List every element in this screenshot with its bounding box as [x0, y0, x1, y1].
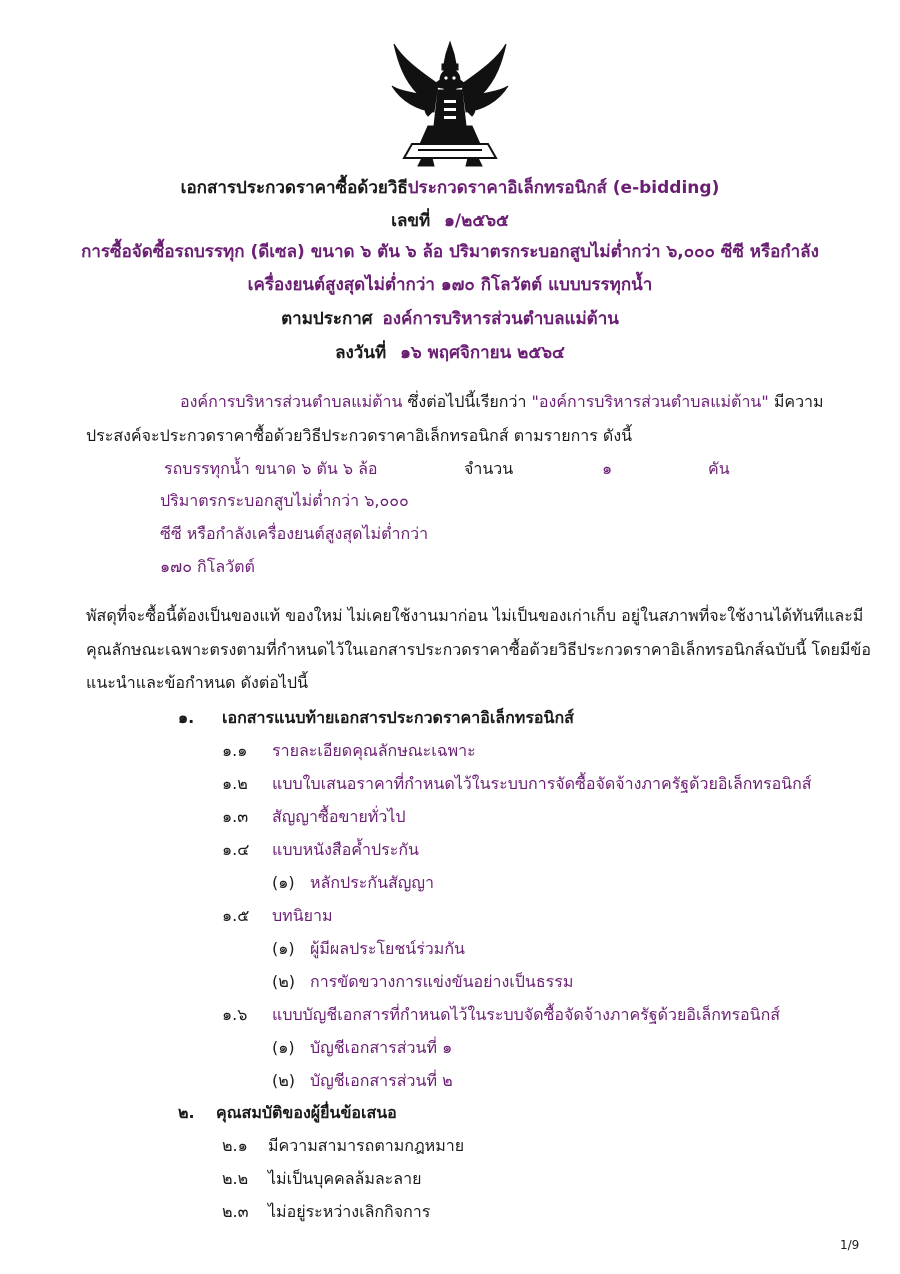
item-1-4-number: ๑.๔ [222, 840, 250, 859]
item-1-4-1-text: หลักประกันสัญญา [310, 873, 435, 892]
para-line-2: คุณลักษณะเฉพาะตรงตามที่กำหนดไว้ในเอกสารประกวดราคาซื้อด้วยวิธีประกวดราคาอิเล็กทรอนิกส์ฉบับนี้ โดยมีข้อ [86, 640, 871, 659]
item-1-2-number: ๑.๒ [222, 774, 248, 793]
date-value: ๑๖ พฤศจิกายน ๒๕๖๔ [400, 343, 565, 363]
item-1-5-2-text: การขัดขวางการแข่งขันอย่างเป็นธรรม [310, 972, 574, 991]
document-title [0, 174, 900, 201]
number-value: ๑/๒๕๖๕ [444, 211, 509, 231]
item-2-2-number: ๒.๒ [222, 1169, 249, 1188]
item-1-6-number: ๑.๖ [222, 1005, 248, 1024]
item-1-1-text: รายละเอียดคุณลักษณะเฉพาะ [272, 741, 476, 760]
item-qty: ๑ [602, 459, 613, 478]
item-2-2-text: ไม่เป็นบุคคลล้มละลาย [268, 1169, 422, 1188]
item-qty-label: จำนวน [464, 459, 514, 478]
item-1-4-1-number: (๑) [272, 873, 295, 892]
intro-line-1 [180, 390, 824, 415]
section-1-number: ๑. [178, 708, 195, 727]
section-2-title: คุณสมบัติของผู้ยื่นข้อเสนอ [216, 1103, 397, 1122]
number-label: เลขที่ [391, 211, 431, 231]
item-1-5-number: ๑.๕ [222, 906, 250, 925]
item-desc-2: ซีซี หรือกำลังเครื่องยนต์สูงสุดไม่ต่ำกว่า [160, 524, 429, 543]
garuda-emblem-icon [388, 40, 512, 168]
section-1-title: เอกสารแนบท้ายเอกสารประกวดราคาอิเล็กทรอนิกส์ [222, 708, 574, 727]
item-1-2-text: แบบใบเสนอราคาที่กำหนดไว้ในระบบการจัดซื้อจัดจ้างภาครัฐด้วยอิเล็กทรอนิกส์ [272, 774, 812, 793]
item-1-5-1-number: (๑) [272, 939, 295, 958]
item-1-6-2-number: (๒) [272, 1071, 296, 1090]
announce-org: องค์การบริหารส่วนตำบลแม่ต้าน [382, 309, 619, 329]
item-1-4-text: แบบหนังสือค้ำประกัน [272, 840, 419, 859]
item-1-1-number: ๑.๑ [222, 741, 248, 760]
date-label: ลงวันที่ [335, 343, 387, 363]
item-desc-1: ปริมาตรกระบอกสูบไม่ต่ำกว่า ๖,๐๐๐ [160, 491, 409, 510]
item-name: รถบรรทุกน้ำ ขนาด ๖ ตัน ๖ ล้อ [164, 459, 378, 478]
item-1-3-text: สัญญาซื้อขายทั่วไป [272, 807, 406, 826]
item-1-6-1-number: (๑) [272, 1038, 295, 1057]
intro-line-2: ประสงค์จะประกวดราคาซื้อด้วยวิธีประกวดราคาอิเล็กทรอนิกส์ ตามรายการ ดังนี้ [86, 426, 633, 445]
item-1-5-text: บทนิยาม [272, 906, 333, 925]
page-number: 1/9 [840, 1238, 860, 1252]
date-line [0, 339, 900, 366]
intro-mid: ซึ่งต่อไปนี้เรียกว่า [402, 392, 532, 411]
announce-label: ตามประกาศ [281, 309, 373, 329]
item-unit: คัน [708, 459, 730, 478]
item-2-1-number: ๒.๑ [222, 1136, 248, 1155]
item-desc-3: ๑๗๐ กิโลวัตต์ [160, 557, 255, 576]
item-1-6-1-text: บัญชีเอกสารส่วนที่ ๑ [310, 1038, 453, 1057]
title-method: ประกวดราคาอิเล็กทรอนิกส์ (e-bidding) [407, 178, 720, 198]
item-2-3-number: ๒.๓ [222, 1202, 249, 1221]
title-prefix: เอกสารประกวดราคาซื้อด้วยวิธี [180, 178, 408, 198]
item-1-3-number: ๑.๓ [222, 807, 249, 826]
item-1-6-text: แบบบัญชีเอกสารที่กำหนดไว้ในระบบจัดซื้อจัดจ้างภาครัฐด้วยอิเล็กทรอนิกส์ [272, 1005, 781, 1024]
item-2-1-text: มีความสามารถตามกฎหมาย [268, 1136, 465, 1155]
item-1-6-2-text: บัญชีเอกสารส่วนที่ ๒ [310, 1071, 453, 1090]
item-1-5-2-number: (๒) [272, 972, 296, 991]
intro-tail: มีความ [768, 392, 824, 411]
announcement-line [0, 305, 900, 332]
item-1-5-1-text: ผู้มีผลประโยชน์ร่วมกัน [310, 939, 465, 958]
subject-line-2: เครื่องยนต์สูงสุดไม่ต่ำกว่า ๑๗๐ กิโลวัตต์ แบบบรรทุกน้ำ [247, 275, 653, 295]
document-number [0, 207, 900, 234]
para-line-3: แนะนำและข้อกำหนด ดังต่อไปนี้ [86, 673, 308, 692]
intro-org: องค์การบริหารส่วนตำบลแม่ต้าน [180, 392, 403, 411]
intro-quoted: "องค์การบริหารส่วนตำบลแม่ต้าน" [531, 392, 769, 411]
section-2-number: ๒. [178, 1103, 195, 1122]
para-line-1: พัสดุที่จะซื้อนี้ต้องเป็นของแท้ ของใหม่ ไม่เคยใช้งานมาก่อน ไม่เป็นของเก่าเก็บ อยู่ในสภาพที่จะใช้งานได้ทันทีและมี [86, 606, 864, 625]
item-2-3-text: ไม่อยู่ระหว่างเลิกกิจการ [268, 1202, 431, 1221]
subject-line-1: การซื้อจัดซื้อรถบรรทุก (ดีเซล) ขนาด ๖ ตัน ๖ ล้อ ปริมาตรกระบอกสูบไม่ต่ำกว่า ๖,๐๐๐ ซีซี หรือกำลัง [81, 242, 819, 262]
